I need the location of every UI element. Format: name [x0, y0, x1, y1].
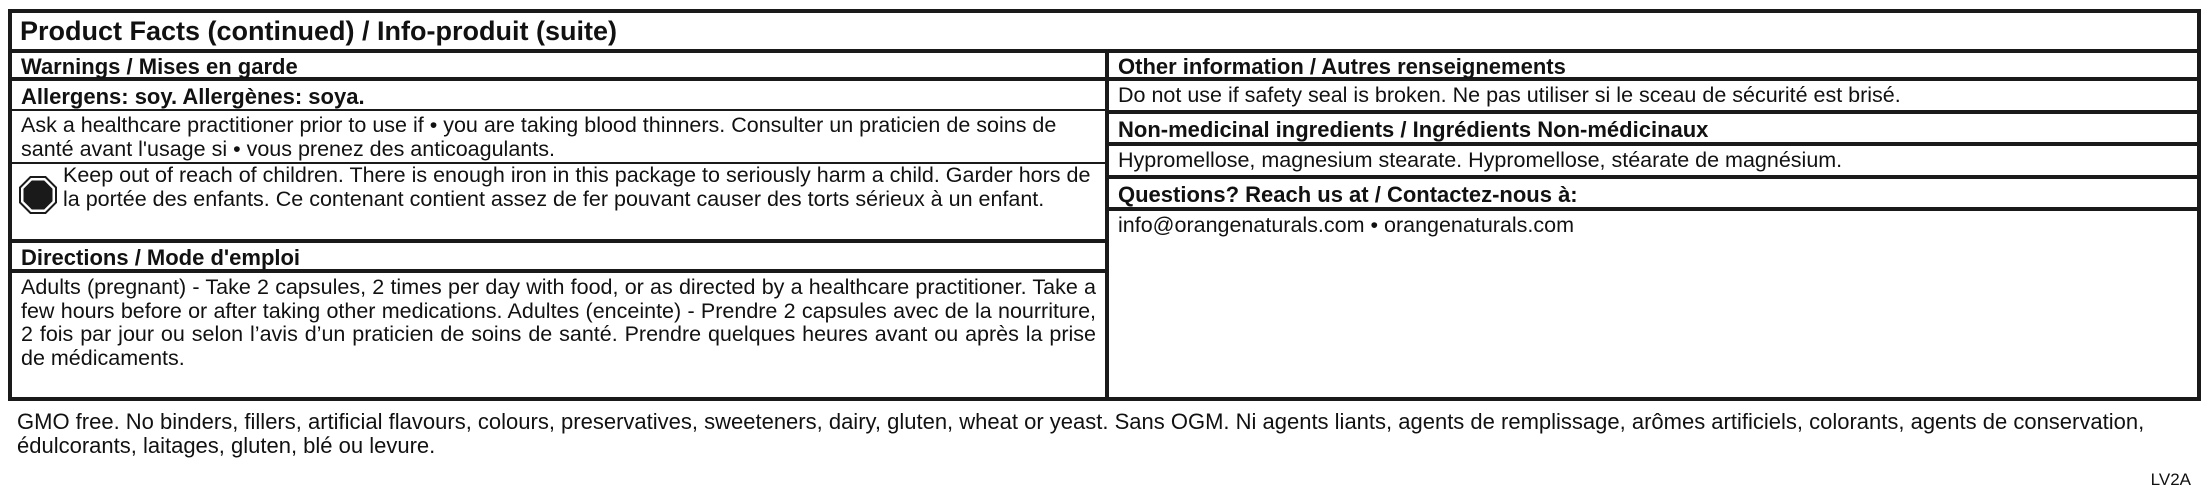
keep-out-of-reach-warning [12, 164, 1105, 243]
panel-title: Product Facts (continued) / Info-produit (suite) [12, 13, 2197, 53]
label-code: LV2A [2150, 470, 2191, 489]
stop-octagon-icon [19, 176, 57, 219]
right-column [1109, 53, 2197, 397]
contact-info: info@orangenaturals.com • orangenaturals.com [1118, 213, 1575, 237]
directions-heading: Directions / Mode d'emploi [12, 243, 1105, 273]
gmo-free-statement: GMO free. No binders, fillers, artificial flavours, colours, preservatives, sweeteners, dairy, gluten, wheat or yeast. Sans OGM. Ni agents liants, agents de remplissage, arômes artificiels, colorants, agents de conservation, édulcorants, laitages, gluten, blé ou levure. [17, 409, 2145, 458]
directions-text: Adults (pregnant) - Take 2 capsules, 2 times per day with food, or as directed by a healthcare practitioner. Take a few hours before or after taking other medications. Adultes (enceinte) - Prendre 2 capsules avec de la nourriture, 2 fois par jour ou selon l’avis d’un praticien de soins de santé. Prendre quelques heures avant ou après la prise de médicaments. [21, 275, 1096, 370]
other-info-text: Do not use if safety seal is broken. Ne pas utiliser si le sceau de sécurité est brisé. [1109, 81, 2197, 114]
non-medicinal-text: Hypromellose, magnesium stearate. Hypromellose, stéarate de magnésium. [1109, 146, 2197, 179]
non-medicinal-heading: Non-medicinal ingredients / Ingrédients Non-médicinaux [1109, 114, 2197, 146]
allergens-line: Allergens: soy. Allergènes: soya. [12, 81, 1105, 111]
product-facts-panel [8, 9, 2201, 401]
keep-out-of-reach-text: Keep out of reach of children. There is enough iron in this package to seriously harm a child. Garder hors de la portée des enfants. Ce contenant contient assez de fer pouvant causer des torts sérieux à un enfant. [63, 163, 1091, 211]
other-info-heading: Other information / Autres renseignements [1109, 53, 2197, 81]
questions-heading: Questions? Reach us at / Contactez-nous à: [1109, 179, 2197, 211]
warnings-heading: Warnings / Mises en garde [12, 53, 1105, 81]
consult-practitioner-warning: Ask a healthcare practitioner prior to use if • you are taking blood thinners. Consulter un praticien de soins de santé avant l'usage si • vous prenez des anticoagulants. [12, 111, 1105, 164]
left-column [12, 53, 1109, 397]
